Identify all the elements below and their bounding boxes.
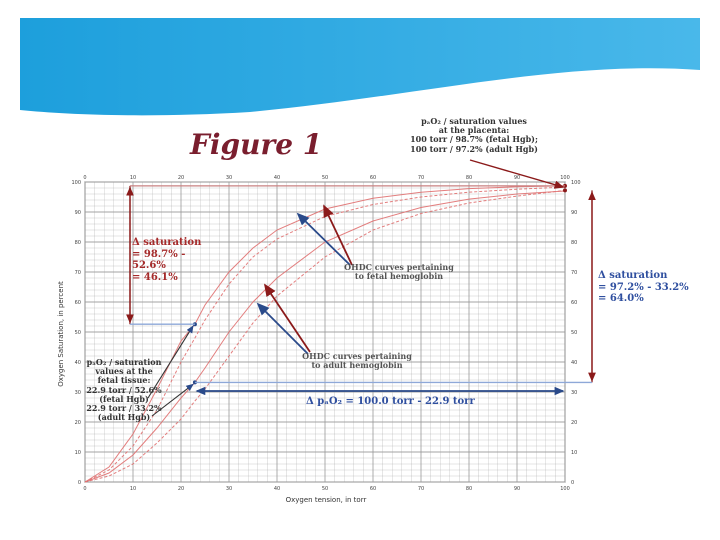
y-tick-label-right: 80 — [571, 240, 578, 246]
right-delta-line-3: = 64.0% — [598, 293, 644, 304]
y-tick-label-left: 0 — [77, 480, 81, 486]
x-tick-label-bottom: 100 — [560, 486, 570, 492]
point-marker-4 — [563, 188, 567, 192]
x-tick-label-top: 60 — [369, 175, 377, 181]
x-tick-label-bottom: 10 — [129, 486, 137, 492]
adult-curves-line-2: to adult hemoglobin — [311, 360, 403, 371]
y-axis-label: Oxygen Saturation, in percent — [57, 281, 65, 387]
y-tick-label-left: 40 — [74, 360, 81, 366]
y-tick-label-right: 30 — [571, 390, 578, 396]
fetal-tissue-line-2: values at the — [95, 366, 153, 377]
placenta-line-4: 100 torr / 97.2% (adult Hgb) — [410, 143, 538, 154]
y-tick-label-right: 40 — [571, 360, 578, 366]
right-delta-line-2: = 97.2% - 33.2% — [598, 281, 689, 293]
y-tick-label-right: 100 — [571, 180, 581, 186]
fetal-tissue-line-6: 22.9 torr / 33.2% — [86, 402, 162, 413]
placenta-line-1: pₐO₂ / saturation values — [421, 116, 527, 126]
y-tick-label-left: 90 — [74, 210, 81, 216]
y-tick-label-left: 100 — [71, 180, 81, 186]
x-tick-label-top: 50 — [321, 175, 329, 181]
x-tick-label-top: 10 — [129, 175, 137, 181]
fetal-curves-line-2: to fetal hemoglobin — [354, 271, 444, 282]
y-tick-label-right: 60 — [571, 300, 578, 306]
x-tick-label-bottom: 0 — [83, 486, 87, 492]
left-delta-line-2: = 98.7% - 52.6% — [132, 248, 186, 271]
fetal-tissue-annotation — [80, 358, 168, 422]
x-tick-label-bottom: 40 — [273, 486, 281, 492]
right-delta-line-1: Δ saturation — [598, 270, 668, 281]
delta-pressure-annotation: Δ pₐO₂ = 100.0 torr - 22.9 torr — [306, 396, 475, 407]
x-tick-label-top: 80 — [465, 175, 473, 181]
fetal-curves-annotation — [344, 263, 454, 281]
left-delta-line-3: = 46.1% — [132, 271, 178, 283]
y-tick-label-right: 10 — [571, 450, 578, 456]
x-tick-label-top: 40 — [273, 175, 281, 181]
adult-curves-annotation — [302, 352, 412, 370]
x-tick-label-bottom: 80 — [465, 486, 473, 492]
x-axis-label: Oxygen tension, in torr — [285, 496, 367, 504]
left-delta-saturation — [132, 237, 222, 283]
fetal-tissue-line-4: 22.9 torr / 52.6% — [86, 384, 162, 395]
fetal-tissue-line-1: pₐO₂ / saturation — [86, 357, 162, 367]
y-tick-label-right: 90 — [571, 210, 578, 216]
fetal-tissue-line-5: (fetal Hgb) — [99, 393, 149, 404]
y-tick-label-left: 10 — [74, 450, 81, 456]
placenta-line-3: 100 torr / 98.7% (fetal Hgb); — [410, 134, 538, 145]
y-tick-label-right: 20 — [571, 420, 578, 426]
x-tick-label-bottom: 50 — [321, 486, 329, 492]
y-tick-label-left: 30 — [74, 390, 81, 396]
x-tick-label-bottom: 30 — [225, 486, 233, 492]
fetal-tissue-line-7: (adult Hgb) — [97, 412, 151, 423]
x-tick-label-top: 0 — [83, 175, 87, 181]
fetal-tissue-line-3: fetal tissue: — [97, 375, 151, 386]
x-tick-label-bottom: 20 — [177, 486, 185, 492]
y-tick-label-left: 80 — [74, 240, 81, 246]
fetal-curves-line-1: OHDC curves pertaining — [344, 262, 454, 272]
x-tick-label-bottom: 60 — [369, 486, 377, 492]
y-tick-label-left: 70 — [74, 270, 81, 276]
x-tick-label-bottom: 70 — [417, 486, 425, 492]
adult-curves-line-1: OHDC curves pertaining — [302, 351, 412, 361]
figure-title: Figure 1 — [190, 128, 323, 161]
x-tick-label-top: 20 — [177, 175, 185, 181]
x-tick-label-top: 30 — [225, 175, 233, 181]
right-delta-saturation — [598, 270, 698, 305]
placenta-line-2: at the placenta: — [438, 125, 510, 136]
left-delta-line-1: Δ saturation — [132, 237, 202, 248]
y-tick-label-left: 60 — [74, 300, 81, 306]
y-tick-label-right: 0 — [571, 480, 575, 486]
y-tick-label-left: 50 — [74, 330, 81, 336]
x-tick-label-top: 90 — [513, 175, 521, 181]
x-tick-label-bottom: 90 — [513, 486, 521, 492]
y-tick-label-right: 70 — [571, 270, 578, 276]
x-tick-label-top: 70 — [417, 175, 425, 181]
x-tick-label-top: 100 — [560, 175, 570, 181]
placenta-annotation — [408, 117, 540, 154]
y-tick-label-right: 50 — [571, 330, 578, 336]
y-tick-label-left: 20 — [74, 420, 81, 426]
